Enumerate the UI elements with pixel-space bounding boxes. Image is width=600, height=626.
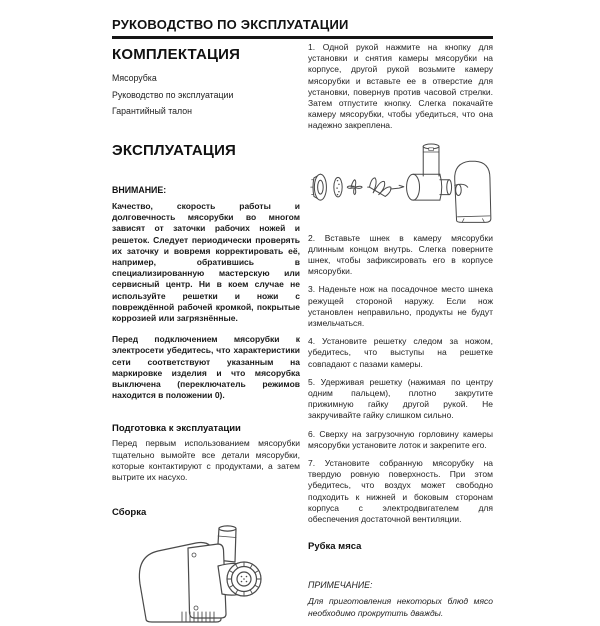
preparation-heading: Подготовка к эксплуатации xyxy=(112,423,241,435)
section-heading-komplektacia: КОМПЛЕКТАЦИЯ xyxy=(112,46,241,63)
attention-paragraph: Качество, скорость работы и долговечность мясорубки во многом зависят от заточки рабочих ножей и решеток. Следует периодически проверять их заточку и вовремя корректировать её, например, обратившись в специализированную мастерскую или сервисный центр. Ни в коем случае не используйте решетки и ножи с повреждённой рабочей кромкой, покрытые коррозией или загрязнённые. xyxy=(112,201,300,324)
step-paragraph: 7. Установите собранную мясорубку на твердую ровную поверхность. При этом убедитесь, что воздух может свободно подходить к нижней и боковым сторонам корпуса с электродвигателем для обеспечения достаточной вентиляции. xyxy=(308,458,493,525)
step-paragraph: 5. Удерживая решетку (нажимая по центру одним пальцем), плотно закрутите прижимную гайку другой рукой. Не закручивайте гайку слишком сильно. xyxy=(308,376,493,421)
package-contents-list xyxy=(112,73,300,116)
assembled-grinder-figure xyxy=(122,522,290,626)
list-item: Руководство по эксплуатации xyxy=(112,89,234,100)
step-paragraph: 2. Вставьте шнек в камеру мясорубки длинным концом внутрь. Слегка поверните шнек, чтобы зафиксировать его в корпусе мясорубки. xyxy=(308,232,493,277)
right-column xyxy=(308,42,493,619)
meat-chopping-heading: Рубка мяса xyxy=(308,541,362,553)
step-paragraph: 3. Наденьте нож на посадочное место шнека режущей стороной наружу. Если нож установлен неправильно, продукты не будут измельчаться. xyxy=(308,284,493,329)
step-paragraph: 1. Одной рукой нажмите на кнопку для установки и снятия камеры мясорубки на корпусе, другой рукой возьмите камеру мясорубки и вставьте ее в отверстие для установки, повернув против часовой стрелки. Затем отпустите кнопку. Слегка покачайте камеру мясорубки, чтобы убедиться, что она надежно закреплена. xyxy=(308,42,493,131)
attention-paragraph: Перед подключением мясорубки к электросети убедитесь, что характеристики сети соответствуют указанным на маркировке изделия и что мясорубка выключена (переключатель режимов находится в положении 0). xyxy=(112,334,300,401)
preparation-paragraph: Перед первым использованием мясорубки тщательно вымойте все детали мясорубки, которые контактируют с продуктами, а затем вытрите их насухо. xyxy=(112,438,300,483)
list-item: Гарантийный талон xyxy=(112,106,193,116)
list-item: Мясорубка xyxy=(112,73,157,83)
step-paragraph: 4. Установите решетку следом за ножом, убедитесь, что выступы на решетке совпадают с пазами камеры. xyxy=(308,336,493,369)
header-rule xyxy=(112,36,493,39)
attention-label: ВНИМАНИЕ: xyxy=(112,185,167,195)
step-paragraph: 6. Сверху на загрузочную горловину камеры мясорубки установите лоток и закрепите его. xyxy=(308,428,493,450)
section-heading-ekspluatacia: ЭКСПЛУАТАЦИЯ xyxy=(112,142,237,159)
exploded-parts-figure xyxy=(308,139,494,227)
page-header xyxy=(112,17,493,39)
assembly-heading: Сборка xyxy=(112,507,147,519)
left-column xyxy=(112,46,300,626)
page-title: РУКОВОДСТВО ПО ЭКСПЛУАТАЦИИ xyxy=(112,17,349,32)
note-paragraph: Для приготовления некоторых блюд мясо необходимо прокрутить дважды. xyxy=(308,596,493,618)
note-label: ПРИМЕЧАНИЕ: xyxy=(308,580,373,591)
